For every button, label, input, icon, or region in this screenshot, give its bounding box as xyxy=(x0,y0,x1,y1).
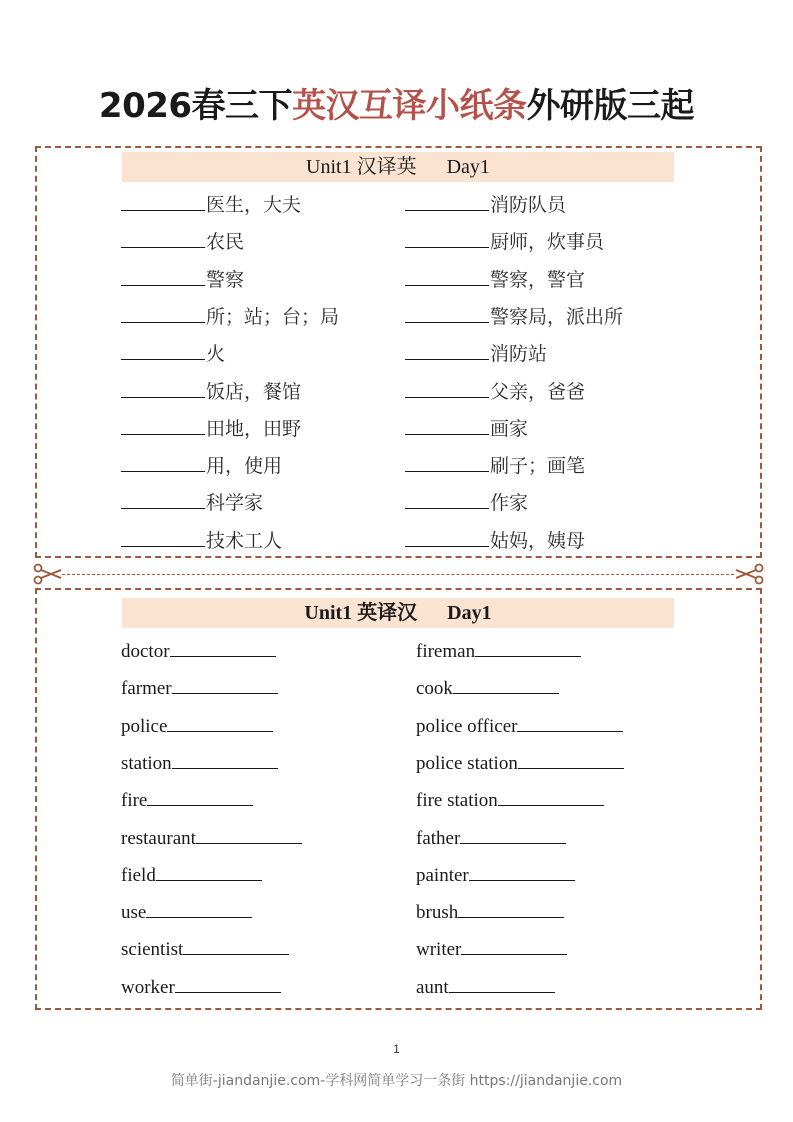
en-to-cn-item xyxy=(121,713,273,740)
answer-blank[interactable] xyxy=(121,265,205,286)
chinese-word: 警察 xyxy=(206,268,245,291)
chinese-word: 画家 xyxy=(490,417,529,440)
english-word: station xyxy=(121,752,172,774)
answer-blank[interactable] xyxy=(172,750,278,769)
answer-blank[interactable] xyxy=(405,377,489,398)
cn-to-en-item xyxy=(405,227,604,255)
chinese-word: 厨师，炊事员 xyxy=(490,231,605,254)
chinese-word: 火 xyxy=(206,343,226,366)
answer-blank[interactable] xyxy=(121,302,205,323)
en-to-cn-item xyxy=(416,899,564,926)
english-word: restaurant xyxy=(121,827,196,849)
english-word: fire xyxy=(121,790,148,812)
answer-blank[interactable] xyxy=(121,488,205,509)
english-word: use xyxy=(121,902,147,924)
en-to-cn-item xyxy=(416,638,581,665)
answer-blank[interactable] xyxy=(156,862,262,881)
cn-to-en-header xyxy=(122,152,674,182)
answer-blank[interactable] xyxy=(170,638,276,657)
english-word: field xyxy=(121,864,156,886)
answer-blank[interactable] xyxy=(517,713,623,732)
chinese-word: 科学家 xyxy=(206,492,264,515)
chinese-word: 警察局，派出所 xyxy=(490,305,624,328)
chinese-word: 姑妈，姨母 xyxy=(490,529,586,552)
answer-blank[interactable] xyxy=(461,936,567,955)
scissors-icon xyxy=(734,563,764,585)
cn-to-en-item xyxy=(405,451,585,479)
answer-blank[interactable] xyxy=(460,825,566,844)
cn-to-en-item xyxy=(405,190,566,218)
english-word: writer xyxy=(416,939,462,961)
cn-to-en-day: Day1 xyxy=(446,156,490,178)
answer-blank[interactable] xyxy=(405,190,489,211)
answer-blank[interactable] xyxy=(469,862,575,881)
cn-to-en-item xyxy=(121,488,263,516)
answer-blank[interactable] xyxy=(405,488,489,509)
answer-blank[interactable] xyxy=(405,227,489,248)
english-word: doctor xyxy=(121,641,170,662)
chinese-word: 用，使用 xyxy=(206,455,283,478)
answer-blank[interactable] xyxy=(147,787,253,806)
answer-blank[interactable] xyxy=(449,974,555,993)
answer-blank[interactable] xyxy=(121,414,205,435)
en-to-cn-item xyxy=(416,787,604,814)
en-to-cn-item xyxy=(416,675,559,702)
page-number: 1 xyxy=(393,1042,400,1056)
cn-to-en-item xyxy=(121,190,301,218)
chinese-word: 饭店，餐馆 xyxy=(206,380,302,403)
en-to-cn-item xyxy=(416,862,575,889)
en-to-cn-item xyxy=(121,936,289,963)
cn-to-en-item xyxy=(121,302,339,330)
chinese-word: 农民 xyxy=(206,231,245,254)
answer-blank[interactable] xyxy=(121,451,205,472)
answer-blank[interactable] xyxy=(146,899,252,918)
en-to-cn-card xyxy=(35,588,762,1010)
en-to-cn-item xyxy=(121,675,278,702)
answer-blank[interactable] xyxy=(405,414,489,435)
cut-line xyxy=(62,574,734,575)
answer-blank[interactable] xyxy=(405,526,489,547)
en-to-cn-item xyxy=(121,787,253,814)
chinese-word: 父亲，爸爸 xyxy=(490,380,586,403)
cn-to-en-item xyxy=(121,414,301,442)
en-to-cn-item xyxy=(121,638,276,665)
en-to-cn-item xyxy=(416,974,555,1001)
answer-blank[interactable] xyxy=(121,227,205,248)
cn-to-en-item xyxy=(121,377,301,405)
answer-blank[interactable] xyxy=(518,750,624,769)
chinese-word: 警察，警官 xyxy=(490,268,586,291)
cn-to-en-item xyxy=(405,526,585,554)
footer-text: 简单街-jiandanjie.com-学科网简单学习一条街 https://jiandanjie.com xyxy=(170,1073,623,1089)
answer-blank[interactable] xyxy=(405,451,489,472)
chinese-word: 消防队员 xyxy=(490,194,567,216)
english-word: painter xyxy=(416,864,469,886)
chinese-word: 所；站；台；局 xyxy=(206,305,340,328)
cn-to-en-item xyxy=(121,339,225,367)
english-word: worker xyxy=(121,976,175,998)
english-word: fireman xyxy=(416,641,476,662)
en-to-cn-unit: Unit1 英译汉 xyxy=(304,602,418,624)
answer-blank[interactable] xyxy=(458,899,564,918)
answer-blank[interactable] xyxy=(121,339,205,360)
en-to-cn-item xyxy=(416,750,624,777)
answer-blank[interactable] xyxy=(405,339,489,360)
cn-to-en-item xyxy=(121,227,244,255)
answer-blank[interactable] xyxy=(498,787,604,806)
cn-to-en-item xyxy=(405,265,585,293)
answer-blank[interactable] xyxy=(405,302,489,323)
en-to-cn-item xyxy=(121,974,281,1001)
chinese-word: 田地，田野 xyxy=(206,417,302,440)
page-title xyxy=(0,80,793,132)
answer-blank[interactable] xyxy=(475,638,581,657)
english-word: father xyxy=(416,827,461,849)
en-to-cn-day: Day1 xyxy=(447,602,492,624)
chinese-word: 消防站 xyxy=(490,343,548,366)
english-word: cook xyxy=(416,678,453,700)
chinese-word: 医生，大夫 xyxy=(206,194,302,216)
chinese-word: 技术工人 xyxy=(206,529,283,552)
cn-to-en-item xyxy=(405,414,528,442)
english-word: fire station xyxy=(416,790,498,812)
scissors-icon xyxy=(33,563,63,585)
title-prefix: 2026春三下 xyxy=(98,86,293,126)
en-to-cn-item xyxy=(121,750,278,777)
en-to-cn-header xyxy=(122,598,674,628)
cn-to-en-item xyxy=(121,265,244,293)
title-suffix: 外研版三起 xyxy=(526,86,695,126)
english-word: farmer xyxy=(121,678,172,700)
answer-blank[interactable] xyxy=(405,265,489,286)
cn-to-en-unit: Unit1 汉译英 xyxy=(306,156,417,178)
cn-to-en-item xyxy=(405,377,585,405)
english-word: scientist xyxy=(121,939,184,961)
cn-to-en-item xyxy=(121,451,282,479)
chinese-word: 作家 xyxy=(490,492,529,515)
cn-to-en-item xyxy=(405,302,623,330)
en-to-cn-item xyxy=(416,936,567,963)
answer-blank[interactable] xyxy=(121,190,205,211)
title-highlight: 英汉互译小纸条 xyxy=(292,86,527,126)
english-word: police officer xyxy=(416,715,518,737)
answer-blank[interactable] xyxy=(453,675,559,694)
answer-blank[interactable] xyxy=(121,377,205,398)
answer-blank[interactable] xyxy=(175,974,281,993)
english-word: police xyxy=(121,715,168,737)
cn-to-en-card xyxy=(35,146,762,558)
cn-to-en-item xyxy=(405,488,528,516)
english-word: aunt xyxy=(416,976,449,998)
cn-to-en-item xyxy=(121,526,282,554)
en-to-cn-item xyxy=(121,899,252,926)
answer-blank[interactable] xyxy=(172,675,278,694)
answer-blank[interactable] xyxy=(121,526,205,547)
en-to-cn-item xyxy=(121,862,262,889)
en-to-cn-item xyxy=(416,825,566,852)
en-to-cn-item xyxy=(416,713,623,740)
chinese-word: 刷子；画笔 xyxy=(490,455,586,478)
english-word: police station xyxy=(416,752,518,774)
answer-blank[interactable] xyxy=(167,713,273,732)
en-to-cn-item xyxy=(121,825,302,852)
english-word: brush xyxy=(416,902,459,924)
answer-blank[interactable] xyxy=(183,936,289,955)
cn-to-en-item xyxy=(405,339,547,367)
answer-blank[interactable] xyxy=(196,825,302,844)
